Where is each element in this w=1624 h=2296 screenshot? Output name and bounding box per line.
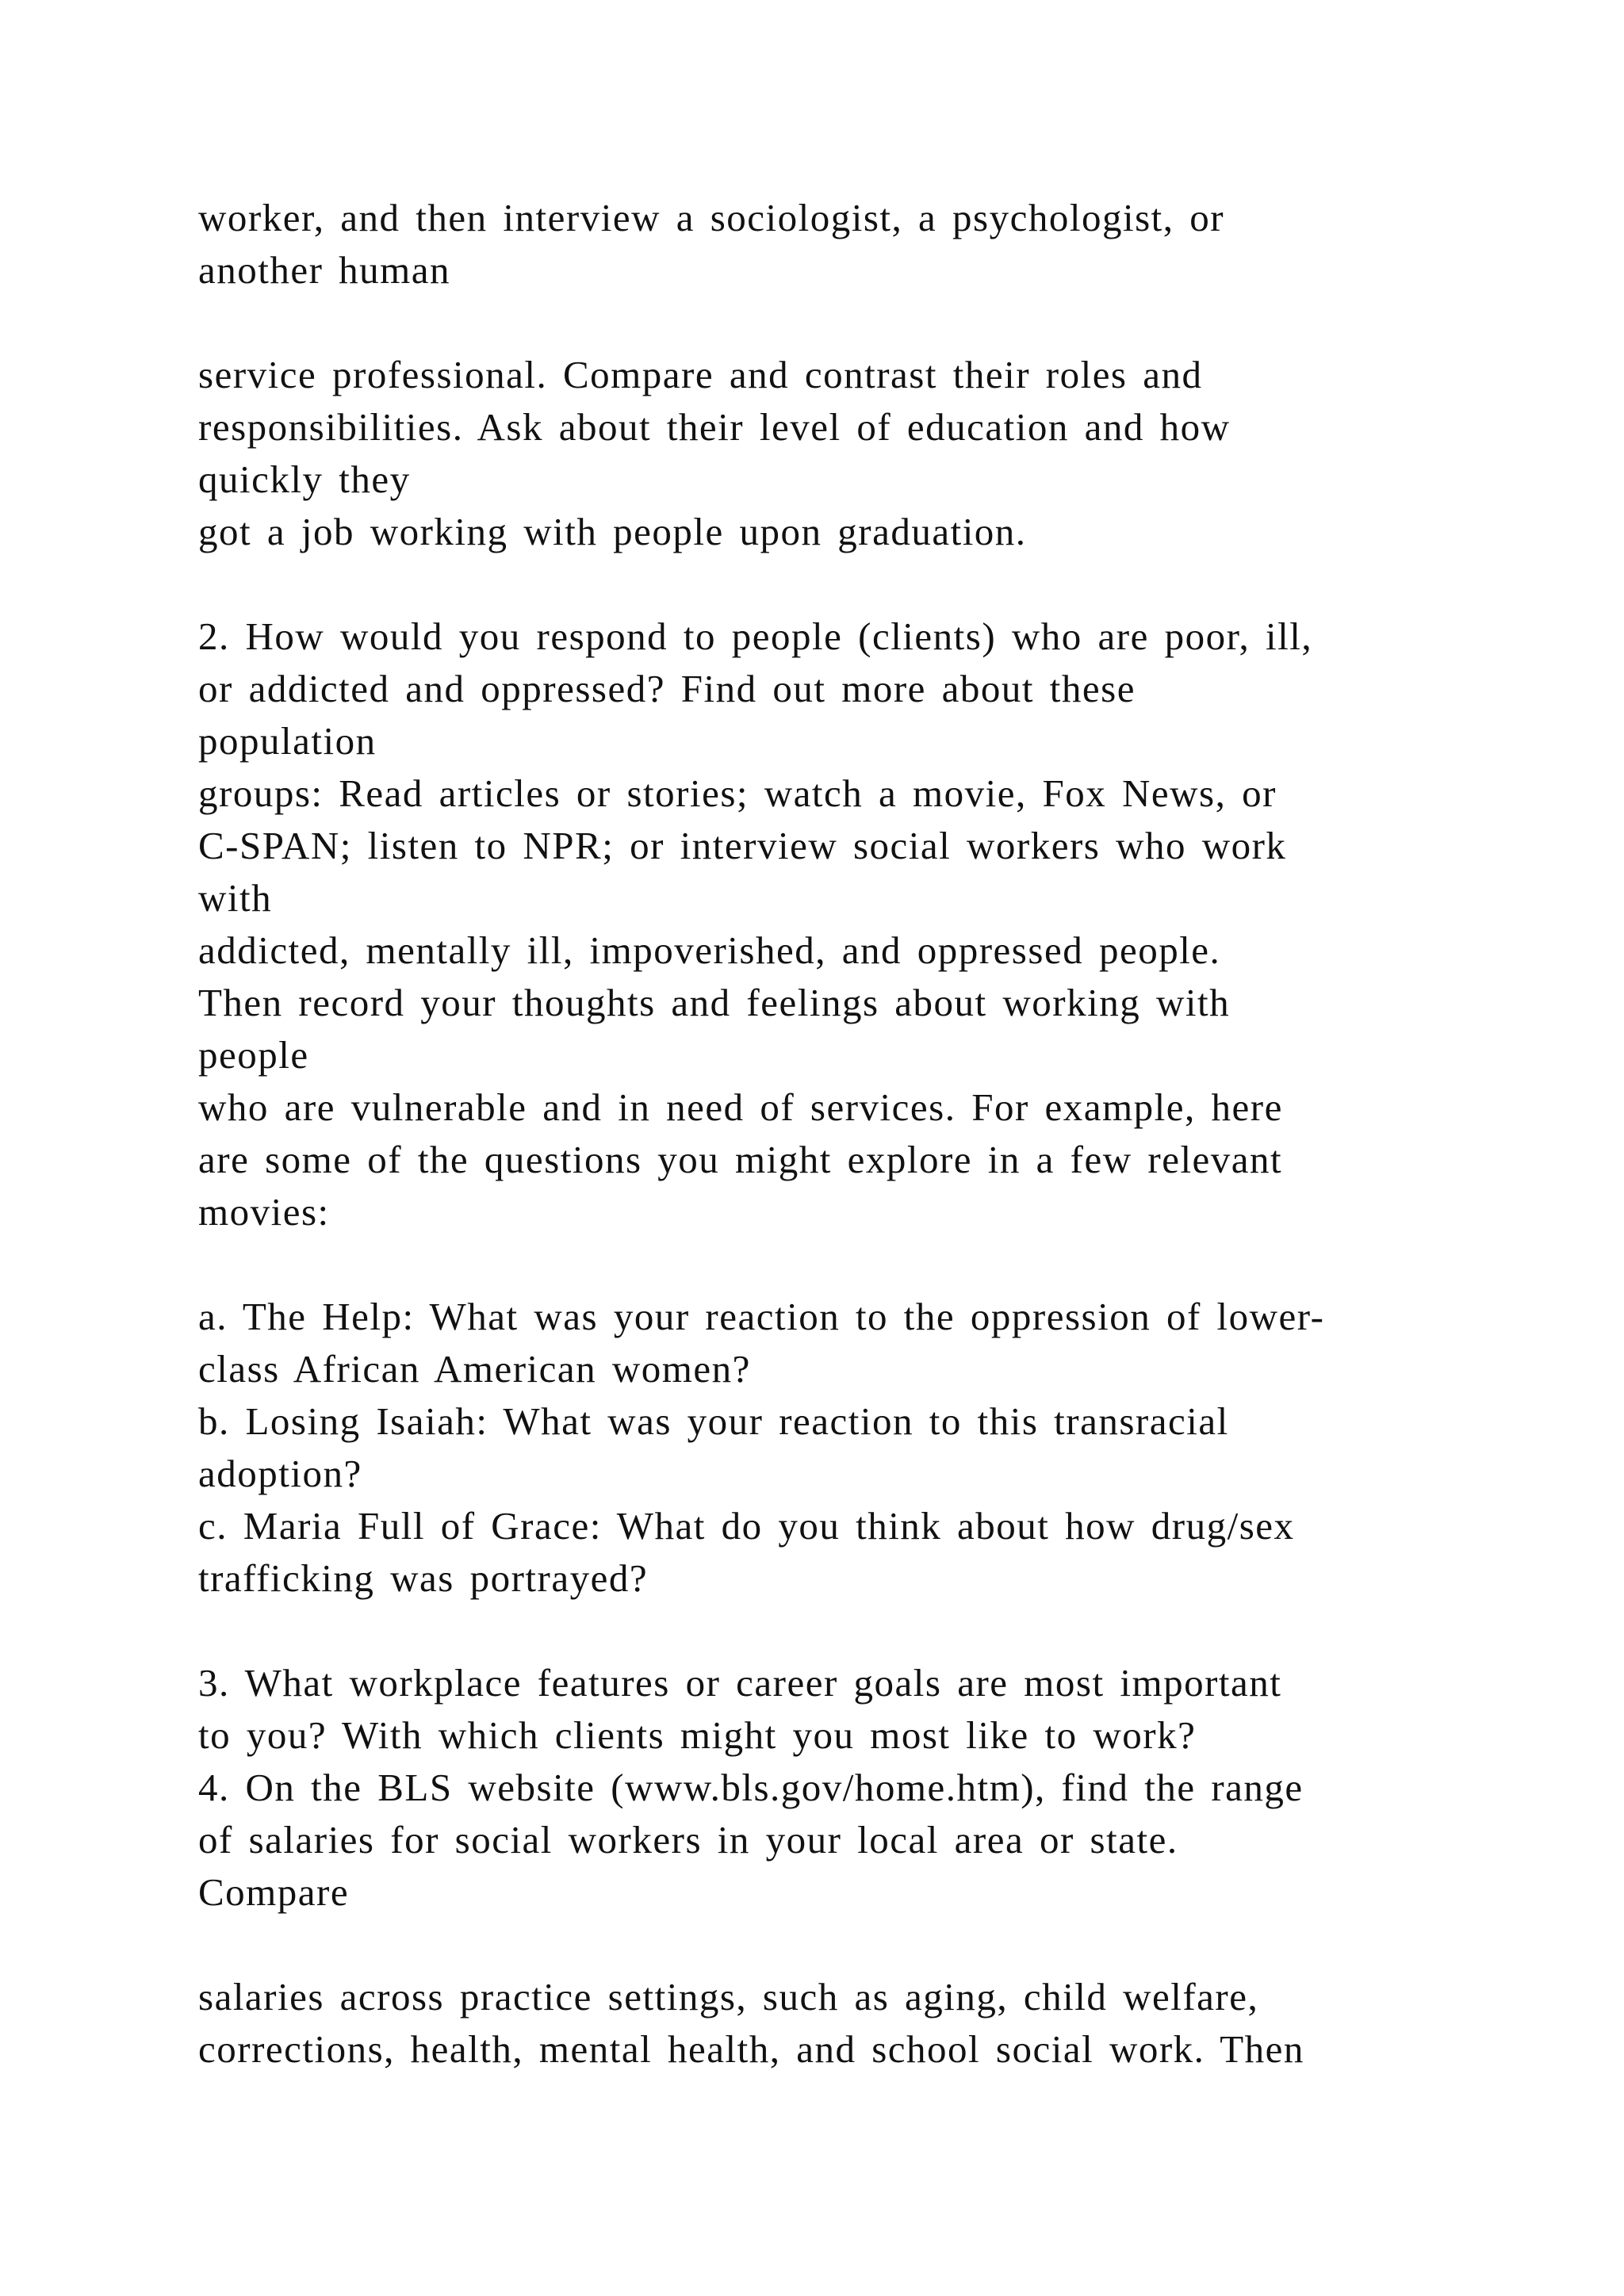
text-line: groups: Read articles or stories; watch a movie, Fox News, or <box>198 771 1277 815</box>
text-line: 4. On the BLS website (www.bls.gov/home.htm), find the range <box>198 1766 1304 1809</box>
text-line: a. The Help: What was your reaction to the oppression of lower- <box>198 1295 1325 1338</box>
text-line: of salaries for social workers in your local area or state. <box>198 1818 1178 1862</box>
text-line: movies: <box>198 1190 330 1234</box>
blank-line <box>198 1605 1499 1657</box>
text-line: or addicted and oppressed? Find out more about these <box>198 667 1136 710</box>
text-line: population <box>198 719 377 763</box>
blank-line <box>198 1238 1499 1291</box>
text-line: trafficking was portrayed? <box>198 1556 649 1600</box>
text-line: service professional. Compare and contrast their roles and <box>198 353 1203 396</box>
text-line: people <box>198 1033 309 1077</box>
document-body <box>198 192 1499 2076</box>
text-line: class African American women? <box>198 1347 751 1391</box>
text-line: with <box>198 876 273 920</box>
text-line: Compare <box>198 1870 350 1914</box>
text-line: to you? With which clients might you most like to work? <box>198 1713 1197 1757</box>
text-line: another human <box>198 248 451 292</box>
text-line: C-SPAN; listen to NPR; or interview social workers who work <box>198 824 1287 867</box>
text-line: who are vulnerable and in need of services. For example, here <box>198 1085 1283 1129</box>
text-line: got a job working with people upon graduation. <box>198 510 1027 553</box>
text-line: corrections, health, mental health, and school social work. Then <box>198 2027 1304 2071</box>
text-line: addicted, mentally ill, impoverished, and oppressed people. <box>198 928 1221 972</box>
blank-line <box>198 558 1499 610</box>
text-line: worker, and then interview a sociologist, a psychologist, or <box>198 196 1225 239</box>
text-line: 3. What workplace features or career goals are most important <box>198 1661 1282 1705</box>
text-line: b. Losing Isaiah: What was your reaction to this transracial <box>198 1399 1229 1443</box>
text-line: are some of the questions you might explore in a few relevant <box>198 1138 1283 1181</box>
text-line: quickly they <box>198 457 411 501</box>
text-line: responsibilities. Ask about their level of education and how <box>198 405 1231 449</box>
text-line: Then record your thoughts and feelings about working with <box>198 981 1231 1024</box>
text-line: adoption? <box>198 1452 362 1495</box>
blank-line <box>198 1919 1499 1971</box>
text-line: c. Maria Full of Grace: What do you think about how drug/sex <box>198 1504 1295 1548</box>
blank-line <box>198 297 1499 349</box>
text-line: salaries across practice settings, such as aging, child welfare, <box>198 1975 1259 2019</box>
text-line: 2. How would you respond to people (clients) who are poor, ill, <box>198 614 1313 658</box>
